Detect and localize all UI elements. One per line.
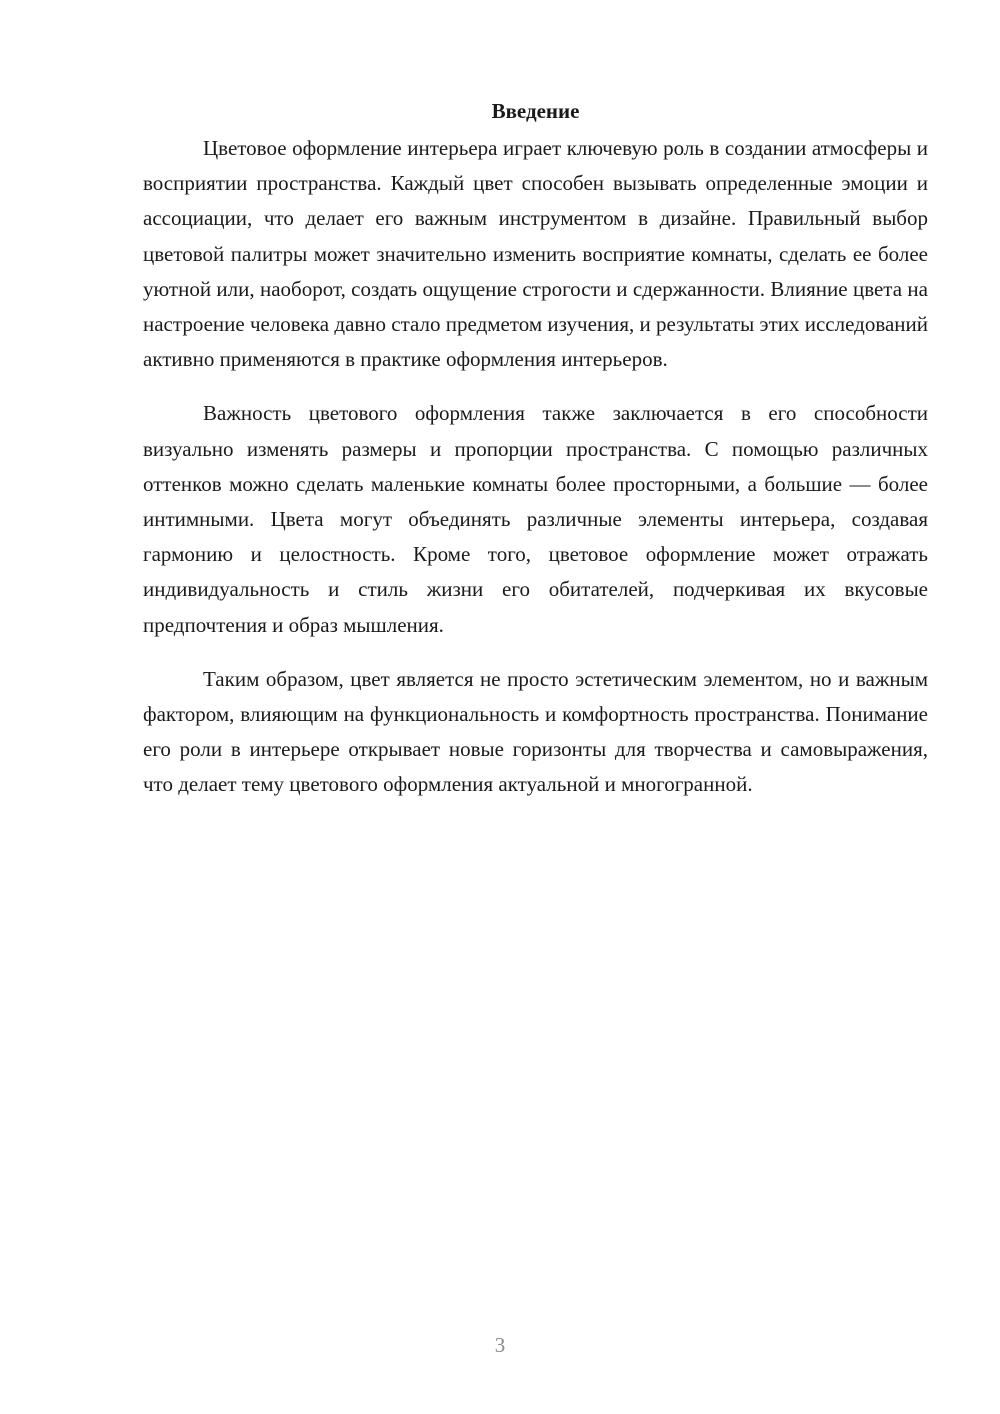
paragraph-1: Цветовое оформление интерьера играет ключевую роль в создании атмосферы и восприятии пространства. Каждый цвет способен вызывать определенные эмоции и ассоциации, что делает его важным инструментом в дизайне. Правильный выбор цветовой палитры может значительно изменить восприятие комнаты, сделать ее более уютной или, наоборот, создать ощущение строгости и сдержанности. Влияние цвета на настроение человека давно стало предметом изучения, и результаты этих исследований активно применяются в практике оформления интерьеров. — [143, 136, 928, 372]
page-number: 3 — [494, 1333, 506, 1357]
paragraph-3: Таким образом, цвет является не просто эстетическим элементом, но и важным фактором, влияющим на функциональность и комфортность пространства. Понимание его роли в интерьере открывает новые горизонты для творчества и самовыражения, что делает тему цветового оформления актуальной и многогранной. — [143, 666, 928, 797]
section-heading: Введение — [491, 99, 580, 123]
paragraph-2: Важность цветового оформления также заключается в его способности визуально изменять размеры и пропорции пространства. С помощью различных оттенков можно сделать маленькие комнаты более просторными, а большие — более интимными. Цвета могут объединять различные элементы интерьера, создавая гармонию и целостность. Кроме того, цветовое оформление может отражать индивидуальность и стиль жизни его обитателей, подчеркивая их вкусовые предпочтения и образ мышления. — [143, 401, 928, 637]
document-body — [143, 96, 928, 822]
